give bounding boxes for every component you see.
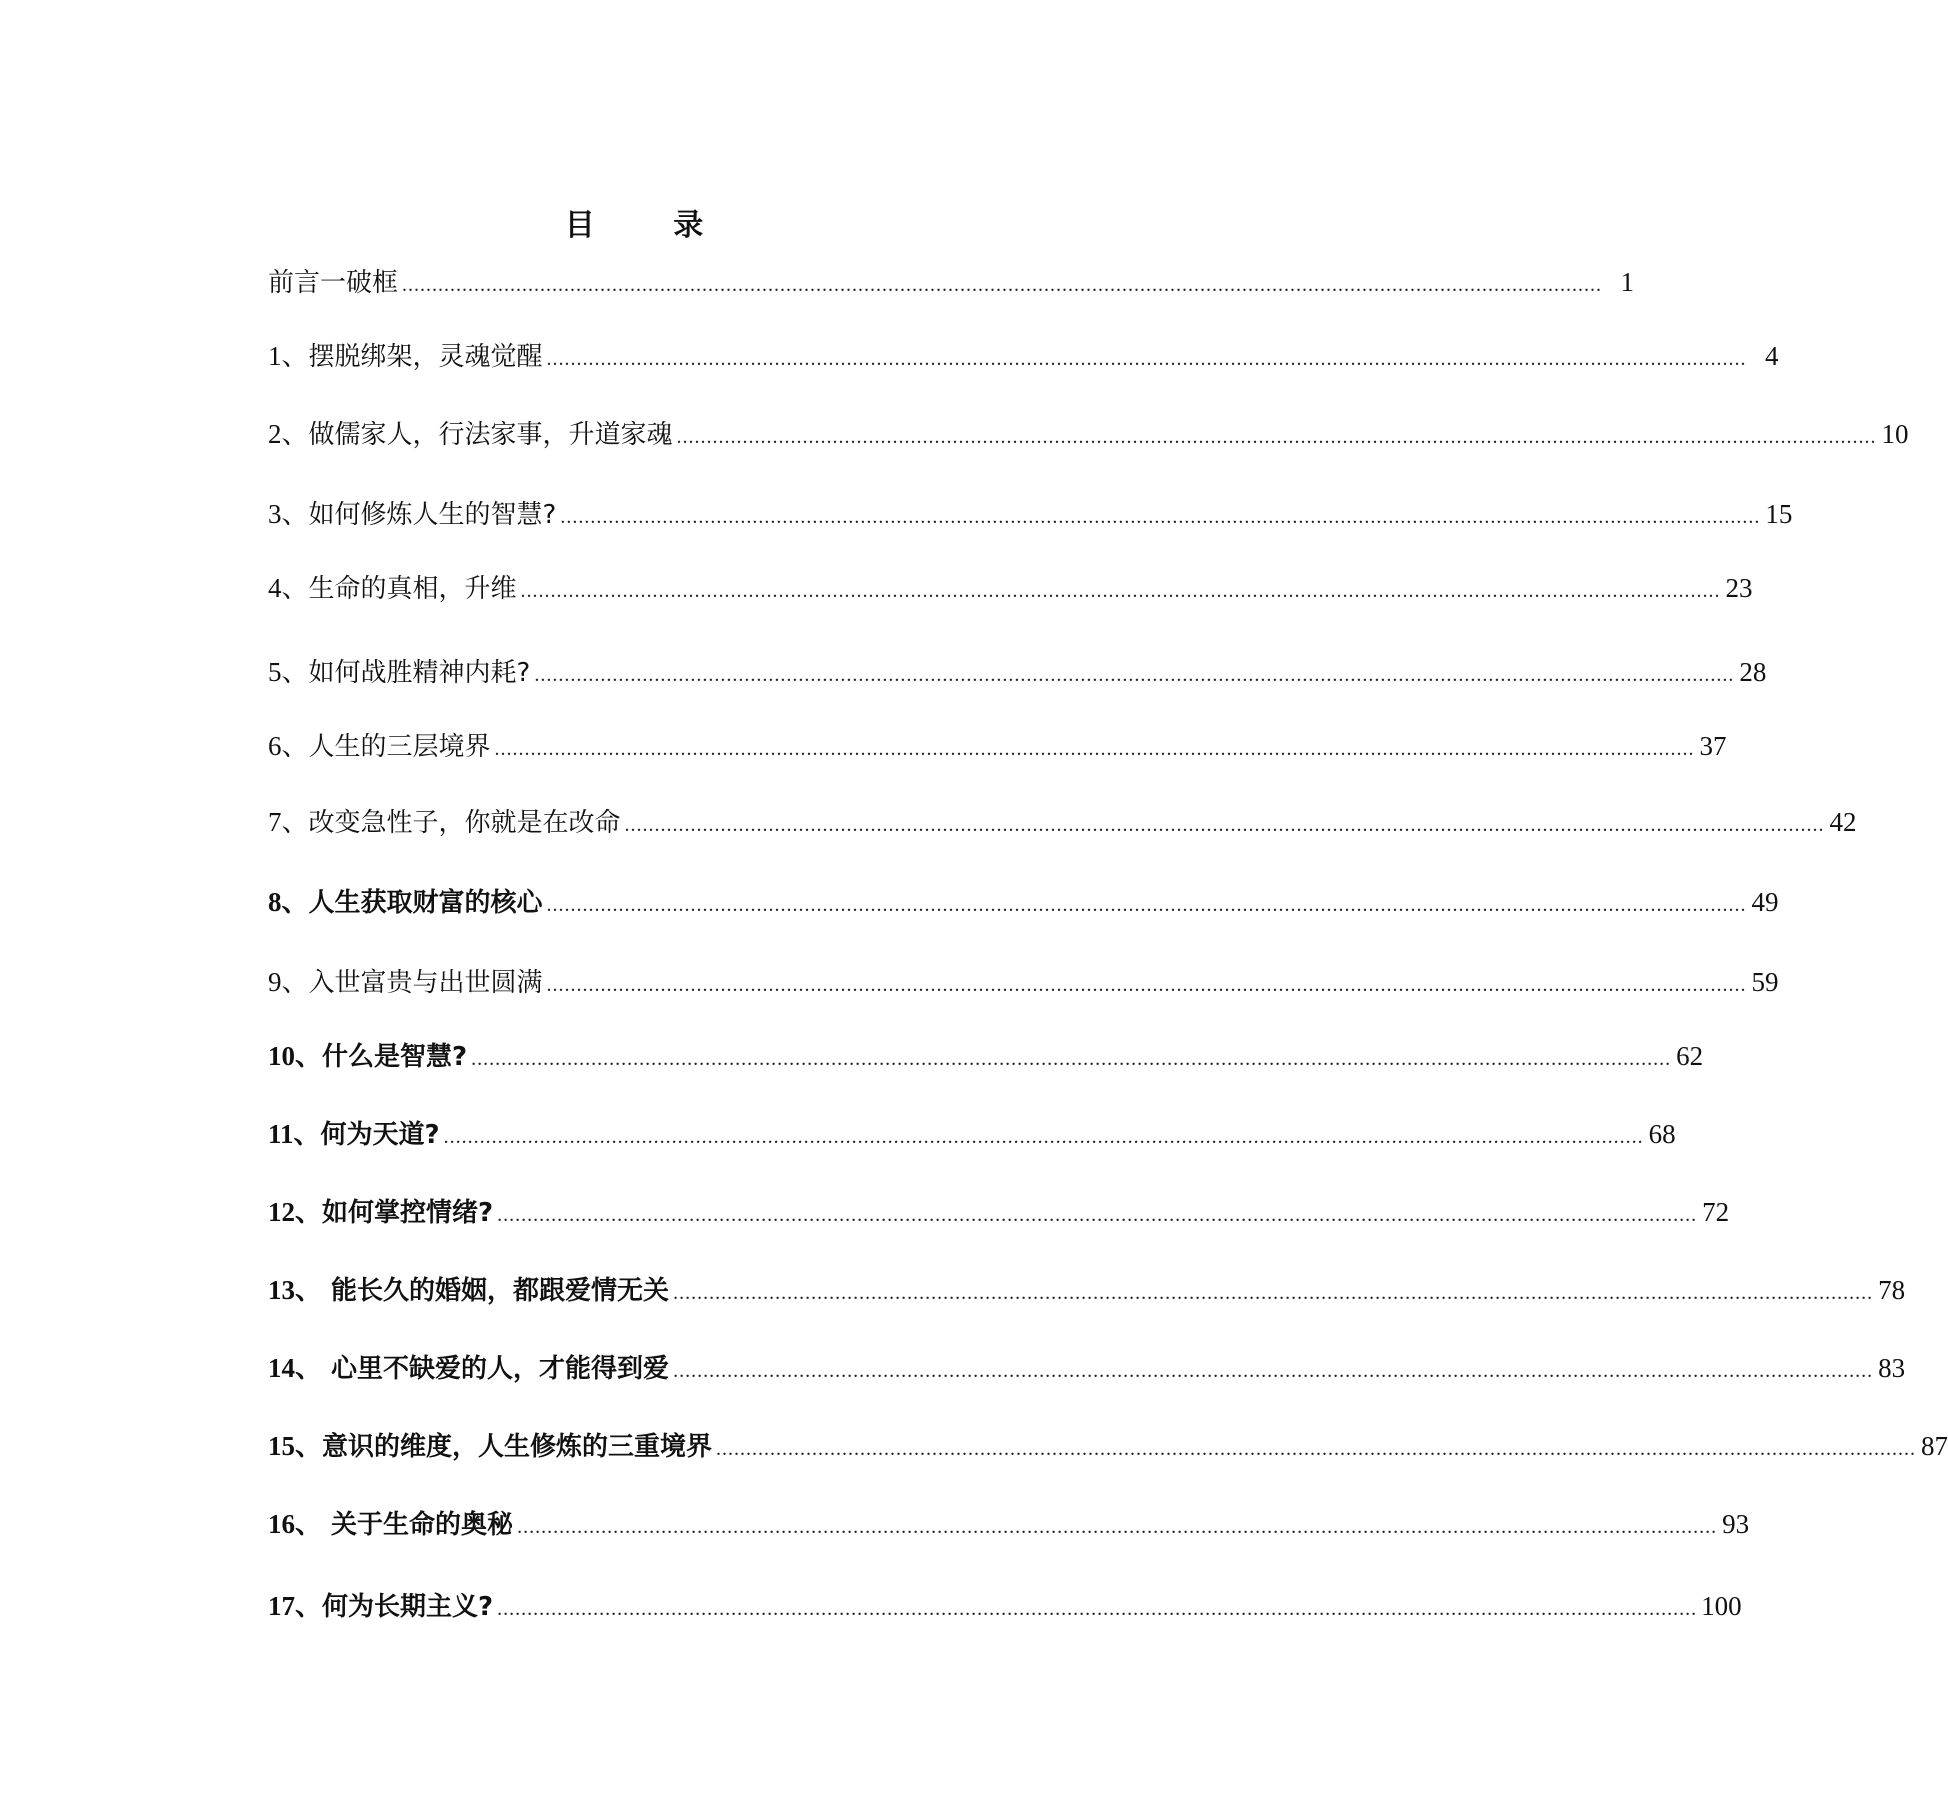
toc-entry-text: 摆脱绑架，灵魂觉醒	[308, 342, 543, 372]
toc-entry-label	[268, 262, 398, 303]
toc-entry-label	[268, 1426, 712, 1467]
toc-entry-number: 3、	[268, 499, 309, 529]
toc-entry[interactable]	[268, 1348, 1906, 1388]
toc-page-number: 78	[1878, 1275, 1906, 1305]
toc-entry-number: 15、	[268, 1431, 322, 1461]
toc-page-number: 28	[1739, 657, 1767, 687]
toc-page-number: 15	[1765, 499, 1793, 529]
toc-entry[interactable]	[268, 1036, 1704, 1076]
toc-entry-number: 8、	[268, 887, 309, 917]
toc-dot-leader: ........................................................................................................................................................................................................	[673, 1282, 1874, 1304]
toc-dot-leader: ........................................................................................................................................................................................................	[497, 1598, 1698, 1620]
toc-entry[interactable]	[268, 726, 1727, 766]
toc-entry-text: 改变急性子，你就是在改命	[308, 808, 621, 838]
toc-entry-text: 入世富贵与出世圆满	[308, 968, 543, 998]
toc-entry-label	[268, 336, 543, 377]
toc-entry-number: 11、	[268, 1119, 321, 1149]
toc-entry-number: 10、	[268, 1041, 322, 1071]
toc-entry-text: 人生的三层境界	[308, 732, 491, 762]
toc-entry-label	[268, 652, 530, 693]
toc-entry[interactable]	[268, 414, 1909, 454]
toc-entry-label	[268, 1114, 440, 1155]
toc-title: 目 录	[564, 208, 738, 243]
toc-page-number: 87	[1921, 1431, 1948, 1461]
toc-page-number: 62	[1676, 1041, 1704, 1071]
toc-dot-leader: ........................................................................................................................................................................................................	[517, 1516, 1718, 1538]
toc-entry-text: 如何修炼人生的智慧?	[308, 500, 557, 530]
toc-page-number: 100	[1701, 1591, 1742, 1621]
toc-entry[interactable]	[268, 1114, 1676, 1154]
toc-entry[interactable]	[268, 962, 1779, 1002]
toc-entry[interactable]	[268, 882, 1779, 922]
toc-entry[interactable]	[268, 262, 1635, 302]
toc-entry-label	[268, 1270, 669, 1311]
toc-dot-leader: ........................................................................................................................................................................................................	[520, 580, 1721, 602]
toc-entry-number: 1、	[268, 341, 309, 371]
toc-entry-label	[268, 1036, 467, 1077]
toc-entry-label	[268, 802, 621, 843]
toc-page-number: 37	[1699, 731, 1727, 761]
toc-entry-text: 心里不缺爱的人，才能得到爱	[322, 1354, 670, 1384]
toc-entry-number: 4、	[268, 573, 309, 603]
toc-page-number: 49	[1751, 887, 1779, 917]
toc-dot-leader: ........................................................................................................................................................................................................	[546, 974, 1747, 996]
toc-dot-leader: ........................................................................................................................................................................................................	[546, 348, 1747, 370]
toc-entry-label	[268, 494, 556, 535]
toc-page-number: 42	[1829, 807, 1857, 837]
toc-entry[interactable]	[268, 1270, 1906, 1310]
toc-page-number: 1	[1620, 267, 1635, 297]
toc-dot-leader: ........................................................................................................................................................................................................	[534, 664, 1735, 686]
toc-entry-number: 7、	[268, 807, 309, 837]
toc-entry-text: 关于生命的奥秘	[322, 1510, 514, 1540]
toc-entry-number: 9、	[268, 967, 309, 997]
toc-page-number: 4	[1765, 341, 1779, 371]
toc-page-number: 68	[1648, 1119, 1676, 1149]
toc-entry-text: 如何掌控情绪?	[322, 1198, 494, 1228]
toc-entry[interactable]	[268, 802, 1857, 842]
toc-dot-leader: ........................................................................................................................................................................................................	[560, 506, 1761, 528]
toc-dot-leader: ........................................................................................................................................................................................................	[494, 738, 1695, 760]
toc-dot-leader: ........................................................................................................................................................................................................	[673, 1360, 1874, 1382]
toc-entry-text: 做儒家人，行法家事，升道家魂	[308, 420, 673, 450]
toc-page-number: 23	[1725, 573, 1753, 603]
toc-entry-text: 什么是智慧?	[322, 1042, 468, 1072]
toc-dot-leader: ........................................................................................................................................................................................................	[716, 1438, 1917, 1460]
toc-entry[interactable]	[268, 1504, 1750, 1544]
toc-entry-number: 2、	[268, 419, 309, 449]
toc-entry[interactable]	[268, 1586, 1742, 1626]
toc-entry-number: 12、	[268, 1197, 322, 1227]
toc-entry-label	[268, 1586, 493, 1627]
toc-entry-number: 5、	[268, 657, 309, 687]
toc-entry-text: 何为长期主义?	[322, 1592, 494, 1622]
toc-entry-label	[268, 1192, 493, 1233]
toc-entry-text: 何为天道?	[320, 1120, 440, 1150]
toc-dot-leader: ........................................................................................................................................................................................................	[497, 1204, 1698, 1226]
toc-dot-leader: ........................................................................................................................................................................................................	[402, 274, 1603, 296]
toc-page-number: 59	[1751, 967, 1779, 997]
toc-entry-number: 17、	[268, 1591, 322, 1621]
toc-entry-text: 前言一破框	[268, 268, 399, 298]
toc-page-number: 72	[1702, 1197, 1730, 1227]
toc-entry-label	[268, 882, 543, 923]
toc-entry-number: 13、	[268, 1275, 322, 1305]
toc-page-number: 93	[1722, 1509, 1750, 1539]
toc-entry[interactable]	[268, 494, 1793, 534]
toc-entry-label	[268, 568, 517, 609]
toc-entry-number: 16、	[268, 1509, 322, 1539]
toc-entry-number: 14、	[268, 1353, 322, 1383]
toc-entry[interactable]	[268, 568, 1753, 608]
toc-entry-text: 意识的维度，人生修炼的三重境界	[322, 1432, 713, 1462]
toc-entry-label	[268, 1348, 669, 1389]
toc-dot-leader: ........................................................................................................................................................................................................	[443, 1126, 1644, 1148]
toc-dot-leader: ........................................................................................................................................................................................................	[471, 1048, 1672, 1070]
toc-entry-text: 能长久的婚姻，都跟爱情无关	[322, 1276, 670, 1306]
toc-entry-text: 人生获取财富的核心	[308, 888, 543, 918]
toc-entry-text: 如何战胜精神内耗?	[308, 658, 531, 688]
toc-dot-leader: ........................................................................................................................................................................................................	[546, 894, 1747, 916]
toc-entry-number: 6、	[268, 731, 309, 761]
toc-entry[interactable]	[268, 652, 1767, 692]
toc-page-number: 83	[1878, 1353, 1906, 1383]
toc-page-number: 10	[1881, 419, 1909, 449]
toc-entry-text: 生命的真相，升维	[308, 574, 517, 604]
toc-entry-label	[268, 726, 491, 767]
toc-entry-label	[268, 1504, 513, 1545]
toc-entry-label	[268, 414, 673, 455]
toc-dot-leader: ........................................................................................................................................................................................................	[676, 426, 1877, 448]
toc-entry-label	[268, 962, 543, 1003]
toc-entry[interactable]	[268, 1192, 1730, 1232]
toc-entry[interactable]	[268, 1426, 1948, 1466]
toc-entry[interactable]	[268, 336, 1779, 376]
toc-dot-leader: ........................................................................................................................................................................................................	[624, 814, 1825, 836]
